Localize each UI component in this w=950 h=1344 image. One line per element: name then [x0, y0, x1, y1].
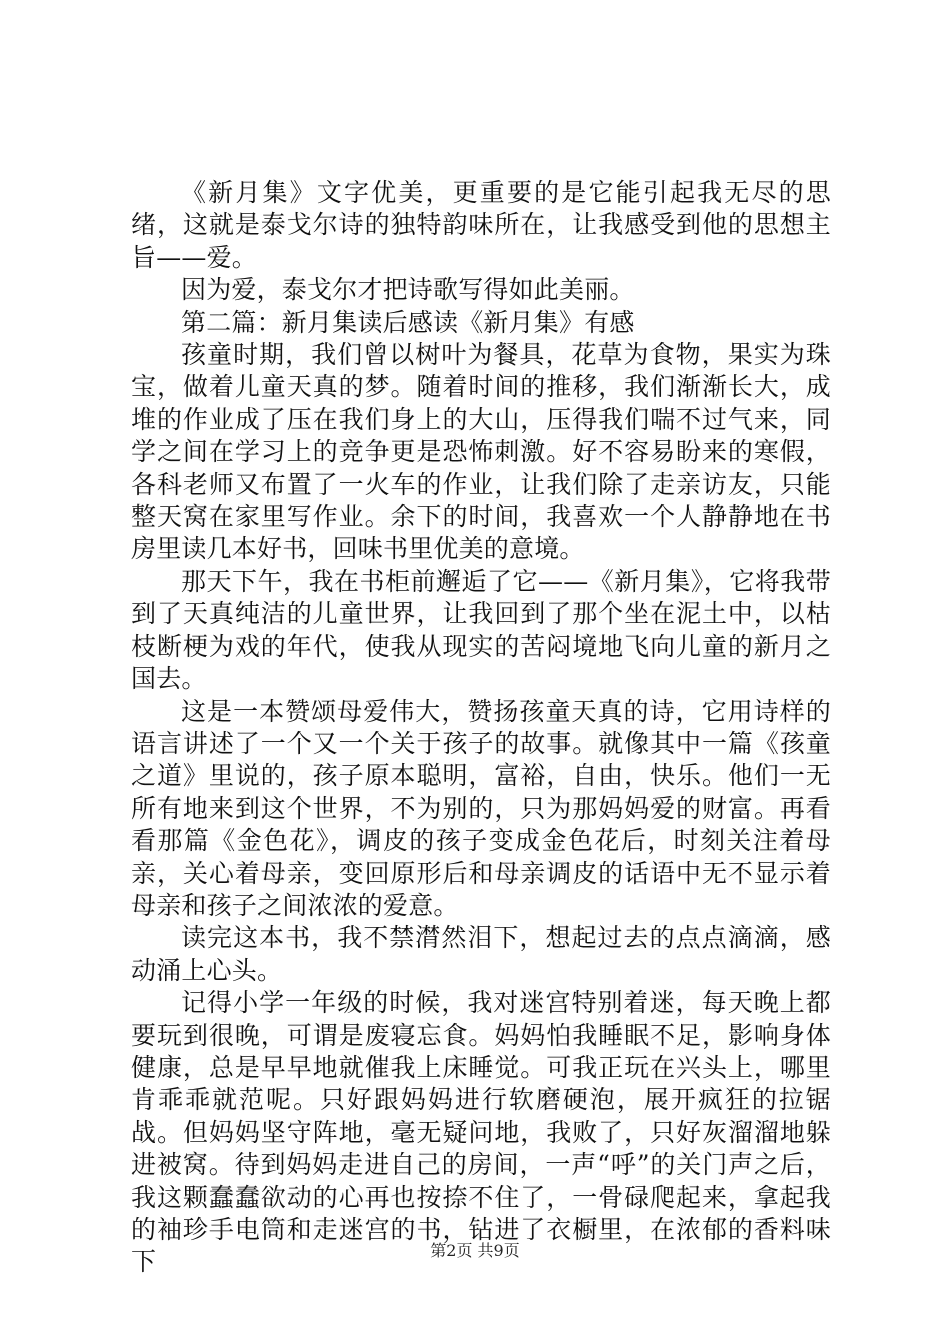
document-body	[131, 177, 831, 1279]
paragraph: 这是一本赞颂母爱伟大，赞扬孩童天真的诗，它用诗样的语言讲述了一个又一个关于孩子的故事。就像其中一篇《孩童之道》里说的，孩子原本聪明，富裕，自由，快乐。他们一无所有地来到这个世界，不为别的，只为那妈妈爱的财富。再看看那篇《金色花》，调皮的孩子变成金色花后，时刻关注着母亲，关心着母亲，变回原形后和母亲调皮的话语中无不显示着母亲和孩子之间浓浓的爱意。	[131, 696, 831, 920]
paragraph: 《新月集》文字优美，更重要的是它能引起我无尽的思绪，这就是泰戈尔诗的独特韵味所在，让我感受到他的思想主旨——爱。	[131, 178, 831, 272]
paragraph: 孩童时期，我们曾以树叶为餐具，花草为食物，果实为珠宝，做着儿童天真的梦。随着时间的推移，我们渐渐长大，成堆的作业成了压在我们身上的大山，压得我们喘不过气来，同学之间在学习上的竞争更是恐怖刺激。好不容易盼来的寒假，各科老师又布置了一火车的作业，让我们除了走亲访友，只能整天窝在家里写作业。余下的时间，我喜欢一个人静静地在书房里读几本好书，回味书里优美的意境。	[131, 340, 831, 564]
paragraph: 记得小学一年级的时候，我对迷宫特别着迷，每天晚上都要玩到很晚，可谓是废寝忘食。妈妈怕我睡眠不足，影响身体健康，总是早早地就催我上床睡觉。可我正玩在兴头上，哪里肯乖乖就范呢。只好跟妈妈进行软磨硬泡，展开疯狂的拉锯战。但妈妈坚守阵地，毫无疑问地，我败了，只好灰溜溜地躲进被窝。待到妈妈走进自己的房间，一声“呼”的关门声之后，我这颗蠢蠢欲动的心再也按捺不住了，一骨碌爬起来，拿起我的袖珍手电筒和走迷宫的书，钻进了衣橱里，在浓郁的香料味下	[131, 988, 831, 1277]
paragraph: 那天下午，我在书柜前邂逅了它——《新月集》，它将我带到了天真纯洁的儿童世界，让我回到了那个坐在泥土中，以枯枝断梗为戏的年代，使我从现实的苦闷境地飞向儿童的新月之国去。	[131, 566, 831, 694]
paragraph: 因为爱，泰戈尔才把诗歌写得如此美丽。	[181, 275, 635, 305]
page-number-footer: 第2页 共9页	[430, 1241, 520, 1260]
paragraph: 读完这本书，我不禁潸然泪下，想起过去的点点滴滴，感动涌上心头。	[131, 923, 831, 985]
section-heading: 第二篇：新月集读后感读《新月集》有感	[181, 307, 635, 337]
